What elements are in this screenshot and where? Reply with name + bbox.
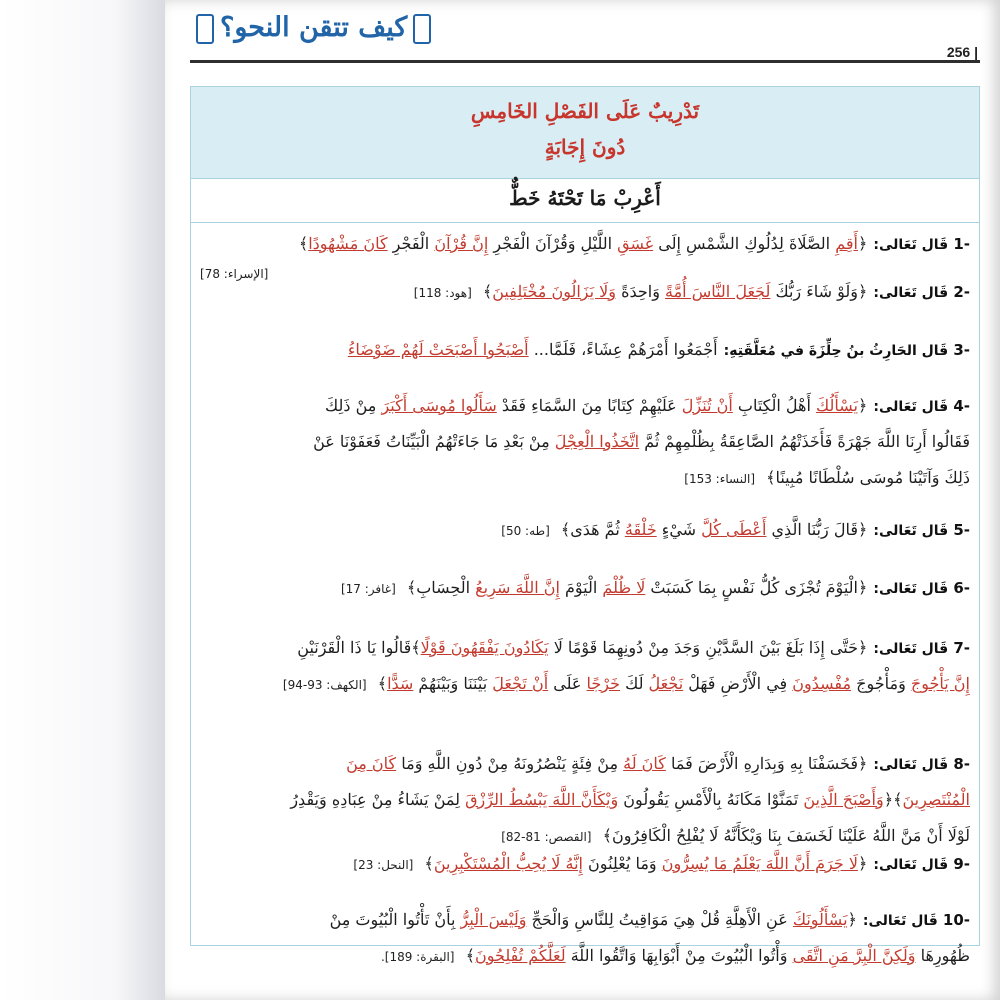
verse-text: مِنْ فِئَةٍ يَنْصُرُونَهُ مِنْ دُونِ اللَّهِ وَمَا xyxy=(396,754,624,773)
exercise-item xyxy=(200,630,970,702)
exercise-line xyxy=(200,424,970,460)
exercise-item xyxy=(200,902,970,974)
item-number: -9 xyxy=(953,855,970,873)
verse-text: ظُهُورِهَا xyxy=(915,946,970,965)
underlined-word: وَلَا يَزَالُونَ مُخْتَلِفِينَ xyxy=(492,282,616,301)
item-intro: قَال تَعَالى: xyxy=(873,523,949,539)
ornament-icon xyxy=(413,14,431,44)
ornament-icon xyxy=(196,14,214,44)
exercise-item xyxy=(200,274,970,310)
verse-text: ﴾ xyxy=(372,674,388,693)
underlined-word: سَدًّا xyxy=(387,674,414,693)
verse-text: ﴾ xyxy=(419,854,434,873)
verse-text: الْحِسَابِ﴾ xyxy=(401,578,476,597)
verse-text: الْفَجْرِ xyxy=(387,234,435,253)
verse-text: ﴿حَتَّى إِذَا بَلَغَ بَيْنَ السَّدَّيْنِ وَجَدَ مِنْ دُونِهِمَا قَوْمًا لَا xyxy=(548,638,868,657)
underlined-word: سَأَلُوا مُوسَى أَكْبَرَ xyxy=(381,396,497,415)
item-number: -8 xyxy=(953,755,970,773)
verse-text: بَيْنَنَا وَبَيْنَهُمْ xyxy=(413,674,493,693)
verse-text: الْيَوْمَ xyxy=(559,578,603,597)
item-intro: قَال تَعَالى: xyxy=(873,237,949,253)
item-intro: قَال تَعَالى: xyxy=(873,757,949,773)
item-number: -5 xyxy=(953,521,970,539)
verse-text: وَمَأْجُوجَ xyxy=(851,674,911,693)
book-title xyxy=(190,12,437,44)
verse-text: اللَّيْلِ وَقُرْآنَ الْفَجْرِ xyxy=(488,234,618,253)
item-number: -6 xyxy=(953,579,970,597)
verse-text: لِمَنْ يَشَاءُ مِنْ عِبَادِهِ وَيَقْدِرُ xyxy=(290,790,466,809)
underlined-word: أَصْبَحُوا أَصْبَحَتْ لَهُمْ ضَوْضَاءُ xyxy=(347,340,529,359)
exercise-line xyxy=(200,902,970,938)
verse-text: ﴾ xyxy=(298,234,309,253)
page-number: 256 | xyxy=(946,44,978,60)
verse-text: فَقَالُوا أَرِنَا اللَّهَ جَهْرَةً فَأَخَذَتْهُمُ الصَّاعِقَةُ بِظُلْمِهِمْ ثُمَّ xyxy=(639,432,970,451)
underlined-word: غَسَقِ xyxy=(617,234,654,253)
exercise-item xyxy=(200,388,970,496)
exercise-line xyxy=(200,512,970,548)
verse-text: وَأْتُوا الْبُيُوتَ مِنْ أَبْوَابِهَا وَاتَّقُوا اللَّهَ xyxy=(565,946,793,965)
item-intro: قَال تَعَالى: xyxy=(873,399,949,415)
verse-text: عَلَى xyxy=(548,674,587,693)
verse-text: تَمَنَّوْا مَكَانَهُ بِالْأَمْسِ يَقُولُونَ xyxy=(618,790,804,809)
underlined-word: لَا ظُلْمَ xyxy=(602,578,646,597)
verse-text: لَوْلَا أَنْ مَنَّ اللَّهُ عَلَيْنَا لَخَسَفَ بِنَا وَيْكَأَنَّهُ لَا يُفْلِحُ الْكَافِرُونَ﴾ xyxy=(597,826,970,845)
underlined-word: يَسْأَلُونَكَ xyxy=(792,910,848,929)
underlined-word: كَانَ مَشْهُودًا xyxy=(308,234,388,253)
verse-reference: [الكهف: 93-94] xyxy=(282,678,367,692)
item-intro: قَال تَعَالى: xyxy=(873,285,949,301)
exercise-line xyxy=(200,460,970,496)
verse-text: ﴿فَخَسَفْنَا بِهِ وَبِدَارِهِ الْأَرْضَ فَمَا xyxy=(665,754,868,773)
verse-text: ﴿ xyxy=(857,854,868,873)
verse-text: ﴿قَالَ رَبُّنَا الَّذِي xyxy=(766,520,868,539)
item-number: -3 xyxy=(953,341,970,359)
item-number: -2 xyxy=(953,283,970,301)
verse-text: ﴿ xyxy=(857,234,868,253)
verse-reference: [القصص: 81-82] xyxy=(501,830,592,844)
underlined-word: إِنَّ قُرْآنَ xyxy=(434,234,489,253)
underlined-word: وَأَصْبَحَ الَّذِينَ xyxy=(803,790,884,809)
item-intro: قَال الحَارِثُ بنُ حِلِّزَةَ في مُعَلَّقَتِهِ: xyxy=(723,343,949,359)
verse-reference: [البقرة: 189]. xyxy=(380,950,455,964)
underlined-word: لَجَعَلَ النَّاسَ أُمَّةً xyxy=(665,282,771,301)
underlined-word: لَا جَرَمَ أَنَّ اللَّهَ يَعْلَمُ مَا يُسِرُّونَ xyxy=(661,854,858,873)
item-number: -4 xyxy=(953,397,970,415)
verse-text: وَاحِدَةً xyxy=(616,282,666,301)
exercise-item xyxy=(200,570,970,606)
item-number: -1 xyxy=(953,235,970,253)
underlined-word: لَعَلَّكُمْ تُفْلِحُونَ xyxy=(474,946,566,965)
underlined-word: أَعْطَى كُلَّ xyxy=(701,520,767,539)
verse-reference: [طه: 50] xyxy=(501,524,550,538)
underlined-word: كَانَ مِنَ xyxy=(346,754,397,773)
underlined-word: إِنَّ اللَّهَ سَرِيعُ xyxy=(475,578,560,597)
verse-text: ﴾ xyxy=(477,282,493,301)
verse-text: عَنِ الْأَهِلَّةِ قُلْ هِيَ مَوَاقِيتُ لِلنَّاسِ وَالْحَجِّ xyxy=(526,910,793,929)
exercise-item xyxy=(200,846,970,882)
verse-text: مِنْ ذَلِكَ xyxy=(325,396,382,415)
banner-subtitle: دُونَ إِجَابَةٍ xyxy=(544,135,626,159)
verse-text: ثُمَّ هَدَى﴾ xyxy=(555,520,625,539)
exercise-item xyxy=(200,332,970,368)
verse-text: ﴿ xyxy=(847,910,857,929)
verse-text: ﴾قَالُوا يَا ذَا الْقَرْنَيْنِ xyxy=(297,638,421,657)
underlined-word: اتَّخَذُوا الْعِجْلَ xyxy=(554,432,640,451)
exercise-line xyxy=(200,630,970,666)
item-intro: قَال تَعَالى: xyxy=(873,581,949,597)
verse-reference: [غافر: 17] xyxy=(340,582,396,596)
exercise-line xyxy=(200,570,970,606)
verse-text: فِي الْأَرْضِ فَهَلْ xyxy=(683,674,793,693)
exercise-line xyxy=(200,938,970,974)
book-gutter xyxy=(0,0,165,1000)
header-rule xyxy=(190,60,980,63)
item-intro: قَال تَعَالى: xyxy=(862,913,938,929)
underlined-word: الْمُنْتَصِرِينَ xyxy=(902,790,970,809)
underlined-word: نَجْعَلُ xyxy=(648,674,684,693)
verse-text: أَهْلُ الْكِتَابِ xyxy=(732,396,816,415)
verse-text: ﴾﴿ xyxy=(883,790,903,809)
verse-text: ذَلِكَ وَآتَيْنَا مُوسَى سُلْطَانًا مُبِينًا﴾ xyxy=(761,468,970,487)
banner-title: تَدْرِيبٌ عَلَى الفَصْلِ الخَامِسِ xyxy=(470,99,700,123)
underlined-word: وَلَيْسَ الْبِرُّ xyxy=(460,910,527,929)
underlined-word: أَقِمِ xyxy=(835,234,858,253)
underlined-word: مُفْسِدُونَ xyxy=(792,674,852,693)
underlined-word: يَكَادُونَ يَفْقَهُونَ قَوْلًا xyxy=(420,638,549,657)
verse-text: ﴿ xyxy=(857,396,868,415)
underlined-word: خَرْجًا xyxy=(586,674,620,693)
verse-text: وَمَا يُعْلِنُونَ xyxy=(582,854,662,873)
verse-reference: [النساء: 153] xyxy=(684,472,756,486)
verse-text: ﴿وَلَوْ شَاءَ رَبُّكَ xyxy=(770,282,868,301)
exercise-line xyxy=(200,846,970,882)
underlined-word: إِنَّهُ لَا يُحِبُّ الْمُسْتَكْبِرِينَ xyxy=(433,854,583,873)
instruction-rule xyxy=(190,222,980,223)
instruction-heading: أَعْرِبْ مَا تَحْتَهُ خَطٌّ xyxy=(509,186,661,210)
underlined-word: إِنَّ يَأْجُوجَ xyxy=(910,674,970,693)
underlined-word: أَنْ تَجْعَلَ xyxy=(492,674,549,693)
exercise-item xyxy=(200,512,970,548)
item-number: -7 xyxy=(953,639,970,657)
underlined-word: يَسْأَلُكَ xyxy=(816,396,858,415)
verse-text: شَيْءٍ xyxy=(656,520,702,539)
item-number: -10 xyxy=(942,911,970,929)
exercise-line xyxy=(200,332,970,368)
verse-text: ﴾ xyxy=(460,946,475,965)
book-title-text: كيف تتقن النحو؟ xyxy=(220,12,408,43)
exercise-item xyxy=(200,746,970,854)
exercise-line xyxy=(200,746,970,782)
exercise-line xyxy=(200,666,970,702)
verse-text: بِأَنْ تَأْتُوا الْبُيُوتَ مِنْ xyxy=(329,910,461,929)
verse-text: مِنْ بَعْدِ مَا جَاءَتْهُمُ الْبَيِّنَاتُ فَعَفَوْنَا عَنْ xyxy=(313,432,555,451)
verse-text: عَلَيْهِمْ كِتَابًا مِنَ السَّمَاءِ فَقَدْ xyxy=(496,396,682,415)
item-intro: قَال تَعَالى: xyxy=(873,641,949,657)
verse-reference: [هود: 118] xyxy=(413,286,472,300)
exercise-line xyxy=(200,274,970,310)
verse-text: أَجْمَعُوا أَمْرَهُمْ عِشَاءً، فَلَمَّا... xyxy=(528,340,718,359)
exercise-line xyxy=(200,782,970,818)
underlined-word: وَلَكِنَّ الْبِرَّ مَنِ اتَّقَى xyxy=(792,946,916,965)
verse-reference: [النحل: 23] xyxy=(353,858,414,872)
underlined-word: وَيْكَأَنَّ اللَّهَ يَبْسُطُ الرِّزْقَ xyxy=(465,790,619,809)
exercise-line xyxy=(200,388,970,424)
verse-text: لَكَ xyxy=(620,674,649,693)
verse-reference: [الإسراء: 78] xyxy=(200,267,269,281)
underlined-word: أَنْ تُنَزِّلَ xyxy=(681,396,733,415)
exercise-line xyxy=(200,226,970,262)
underlined-word: كَانَ لَهُ xyxy=(623,754,666,773)
exercise-banner xyxy=(190,86,980,180)
underlined-word: خَلْقَهُ xyxy=(624,520,657,539)
item-intro: قَال تَعَالى: xyxy=(873,857,949,873)
verse-text: الصَّلَاةَ لِدُلُوكِ الشَّمْسِ إِلَى xyxy=(653,234,836,253)
page-number-text: 256 xyxy=(946,44,971,60)
verse-text: ﴿الْيَوْمَ تُجْزَى كُلُّ نَفْسٍ بِمَا كَسَبَتْ xyxy=(645,578,868,597)
